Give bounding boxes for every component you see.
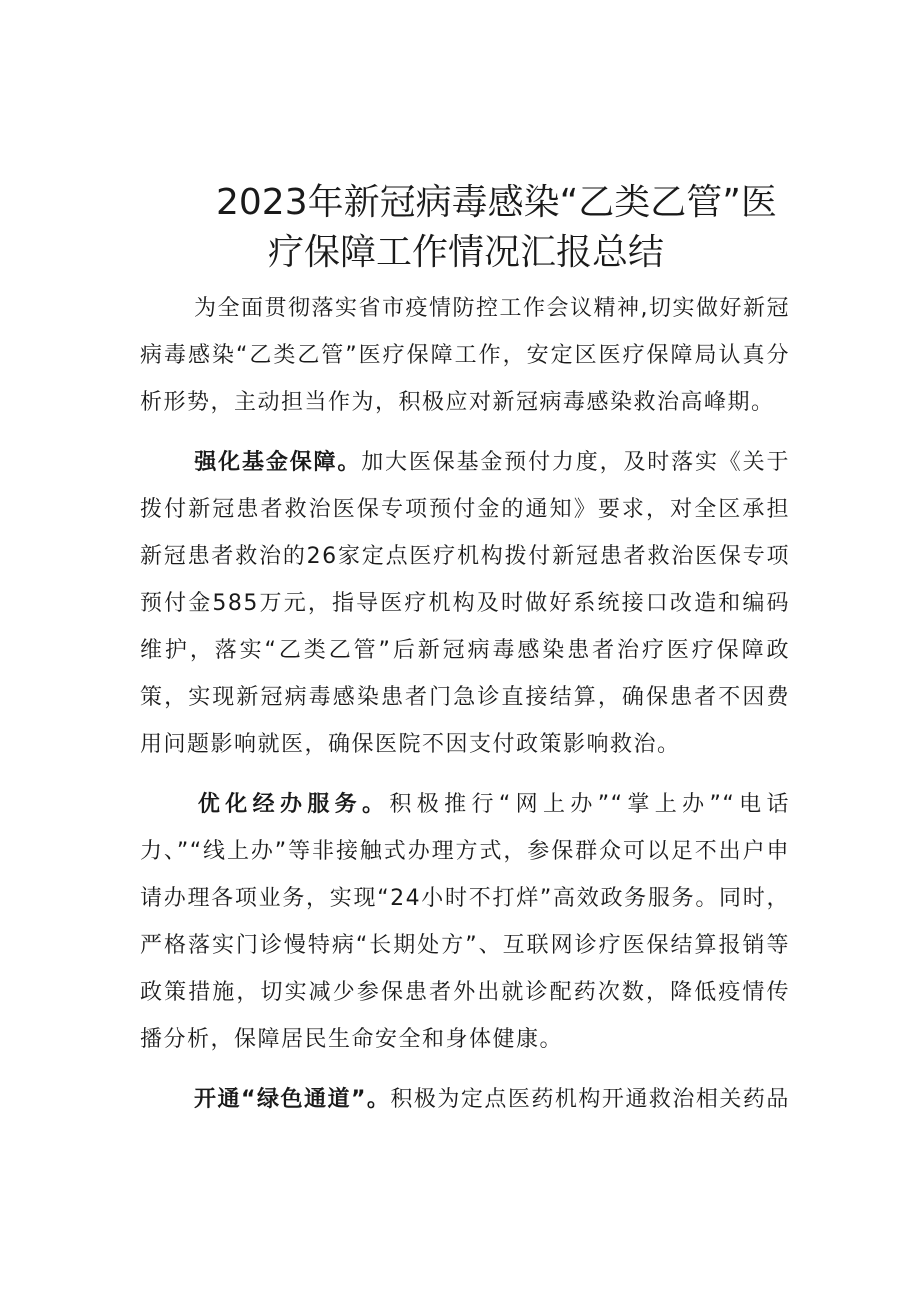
paragraph-lead: 优化经办服务。 xyxy=(194,792,390,817)
paragraph-text: 为全面贯彻落实省市疫情防控工作会议精神,切实做好新冠病毒感染“乙类乙管”医疗保障工作，安定区医疗保障局认真分析形势，主动担当作为，积极应对新冠病毒感染救治高峰期。 xyxy=(140,296,791,415)
paragraph-intro xyxy=(140,285,790,426)
paragraph-green-channel xyxy=(140,1076,790,1123)
paragraph-text: 加大医保基金预付力度，及时落实《关于拨付新冠患者救治医保专项预付金的通知》要求，对全区承担新冠患者救治的26家定点医疗机构拨付新冠患者救治医保专项预付金585万元，指导医疗机构及时做好系统接口改造和编码维护，落实“乙类乙管”后新冠病毒感染患者治疗医疗保障政策，实现新冠病毒感染患者门急诊直接结算，确保患者不因费用问题影响就医，确保医院不因支付政策影响救治。 xyxy=(140,450,790,757)
paragraph-fund-guarantee xyxy=(140,439,790,768)
document-title xyxy=(140,178,840,278)
document-body xyxy=(140,285,790,1136)
paragraph-text: 积极推行“网上办”“掌上办”“电话力、”“线上办”等非接触式办理方式，参保群众可以足不出户申请办理各项业务，实现“24小时不打烊”高效政务服务。同时，严格落实门诊慢特病“长期处方”、互联网诊疗医保结算报销等政策措施，切实减少参保患者外出就诊配药次数，降低疫情传播分析，保障居民生命安全和身体健康。 xyxy=(140,792,791,1052)
paragraph-service-optimization xyxy=(140,781,790,1063)
paragraph-lead: 开通“绿色通道”。 xyxy=(194,1087,391,1112)
paragraph-text: 积极为定点医药机构开通救治相关药品 xyxy=(390,1087,790,1112)
paragraph-lead: 强化基金保障。 xyxy=(194,450,362,475)
title-line-1: 2023年新冠病毒感染“乙类乙管”医 xyxy=(216,182,777,223)
title-line-2: 疗保障工作情况汇报总结 xyxy=(268,232,665,273)
